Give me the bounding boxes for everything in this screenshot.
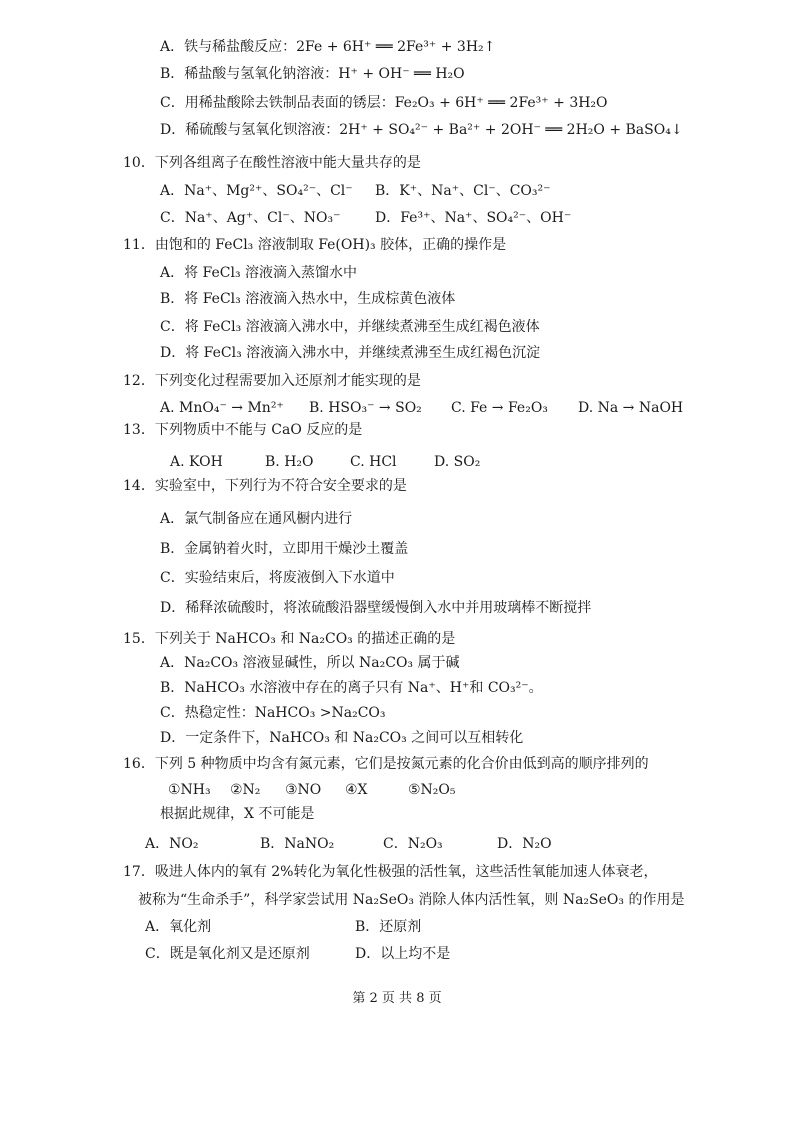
q9-option-a: A．铁与稀盐酸反应：2Fe + 6H⁺ ══ 2Fe³⁺ + 3H₂↑ xyxy=(160,39,496,55)
q15-stem: 15．下列关于 NaHCO₃ 和 Na₂CO₃ 的描述正确的是 xyxy=(123,631,456,647)
q13-option-d: D. SO₂ xyxy=(434,454,481,470)
q16-item-2: ②N₂ xyxy=(230,782,261,798)
q13-option-c: C. HCl xyxy=(350,454,397,470)
q11-option-d: D．将 FeCl₃ 溶液滴入沸水中，并继续煮沸至生成红褐色沉淀 xyxy=(160,345,541,361)
q14-option-a: A．氯气制备应在通风橱内进行 xyxy=(160,511,353,527)
q9-option-c: C．用稀盐酸除去铁制品表面的锈层：Fe₂O₃ + 6H⁺ ══ 2Fe³⁺ + 3H₂O xyxy=(160,95,608,111)
q15-option-b: B．NaHCO₃ 水溶液中存在的离子只有 Na⁺、H⁺和 CO₃²⁻。 xyxy=(160,680,543,696)
q13-option-b: B. H₂O xyxy=(265,454,314,470)
q9-option-d: D．稀硫酸与氢氧化钡溶液：2H⁺ + SO₄²⁻ + Ba²⁺ + 2OH⁻ ══ 2H₂O + BaSO₄↓ xyxy=(160,122,683,138)
q16-option-d: D．N₂O xyxy=(497,836,552,852)
q16-stem: 16．下列 5 种物质中均含有氮元素，它们是按氮元素的化合价由低到高的顺序排列的 xyxy=(123,756,649,772)
q14-stem: 14．实验室中，下列行为不符合安全要求的是 xyxy=(123,478,407,494)
q16-option-a: A．NO₂ xyxy=(145,836,199,852)
q16-item-5: ⑤N₂O₅ xyxy=(408,782,456,798)
q12-option-a: A. MnO₄⁻ → Mn²⁺ xyxy=(160,400,284,416)
q12-stem: 12．下列变化过程需要加入还原剂才能实现的是 xyxy=(123,373,421,389)
q14-option-d: D．稀释浓硫酸时，将浓硫酸沿器壁缓慢倒入水中并用玻璃棒不断搅拌 xyxy=(160,600,592,616)
q16-option-b: B．NaNO₂ xyxy=(260,836,335,852)
q11-stem: 11．由饱和的 FeCl₃ 溶液制取 Fe(OH)₃ 胶体，正确的操作是 xyxy=(123,237,507,253)
q12-option-b: B. HSO₃⁻ → SO₂ xyxy=(309,400,422,416)
q11-option-a: A．将 FeCl₃ 溶液滴入蒸馏水中 xyxy=(160,265,358,281)
q17-option-b: B．还原剂 xyxy=(355,919,422,935)
q15-option-c: C．热稳定性：NaHCO₃ >Na₂CO₃ xyxy=(160,705,386,721)
q10-stem: 10．下列各组离子在酸性溶液中能大量共存的是 xyxy=(123,155,421,171)
q10-option-d: D．Fe³⁺、Na⁺、SO₄²⁻、OH⁻ xyxy=(375,210,572,226)
q11-option-c: C．将 FeCl₃ 溶液滴入沸水中，并继续煮沸至生成红褐色液体 xyxy=(160,319,540,335)
q16-item-4: ④X xyxy=(345,782,368,798)
q13-stem: 13．下列物质中不能与 CaO 反应的是 xyxy=(123,422,363,438)
q17-option-a: A．氧化剂 xyxy=(145,919,212,935)
q15-option-a: A．Na₂CO₃ 溶液显碱性，所以 Na₂CO₃ 属于碱 xyxy=(160,655,460,671)
q16-option-c: C．N₂O₃ xyxy=(383,836,443,852)
q16-rule: 根据此规律，X 不可能是 xyxy=(160,806,315,822)
q11-option-b: B．将 FeCl₃ 溶液滴入热水中，生成棕黄色液体 xyxy=(160,291,456,307)
q17-option-d: D．以上均不是 xyxy=(355,946,451,962)
q10-option-b: B．K⁺、Na⁺、Cl⁻、CO₃²⁻ xyxy=(375,183,551,199)
q15-option-d: D．一定条件下，NaHCO₃ 和 Na₂CO₃ 之间可以互相转化 xyxy=(160,730,524,746)
q14-option-b: B．金属钠着火时，立即用干燥沙土覆盖 xyxy=(160,541,409,557)
q10-option-c: C．Na⁺、Ag⁺、Cl⁻、NO₃⁻ xyxy=(160,210,341,226)
q17-stem-line1: 17．吸进人体内的氧有 2%转化为氧化性极强的活性氧，这些活性氧能加速人体衰老， xyxy=(123,864,658,880)
q14-option-c: C．实验结束后，将废液倒入下水道中 xyxy=(160,570,395,586)
q13-option-a: A. KOH xyxy=(170,454,223,470)
page-number: 第 2 页 共 8 页 xyxy=(352,991,442,1006)
q12-option-d: D. Na → NaOH xyxy=(578,400,684,416)
q10-option-a: A．Na⁺、Mg²⁺、SO₄²⁻、Cl⁻ xyxy=(160,183,353,199)
q16-item-1: ①NH₃ xyxy=(168,782,211,798)
q9-option-b: B．稀盐酸与氢氧化钠溶液：H⁺ + OH⁻ ══ H₂O xyxy=(160,66,465,82)
q17-stem-line2: 被称为“生命杀手”，科学家尝试用 Na₂SeO₃ 消除人体内活性氧，则 Na₂SeO₃ 的作用是 xyxy=(138,892,685,908)
q16-item-3: ③NO xyxy=(285,782,322,798)
q12-option-c: C. Fe → Fe₂O₃ xyxy=(451,400,548,416)
q17-option-c: C．既是氧化剂又是还原剂 xyxy=(145,946,310,962)
